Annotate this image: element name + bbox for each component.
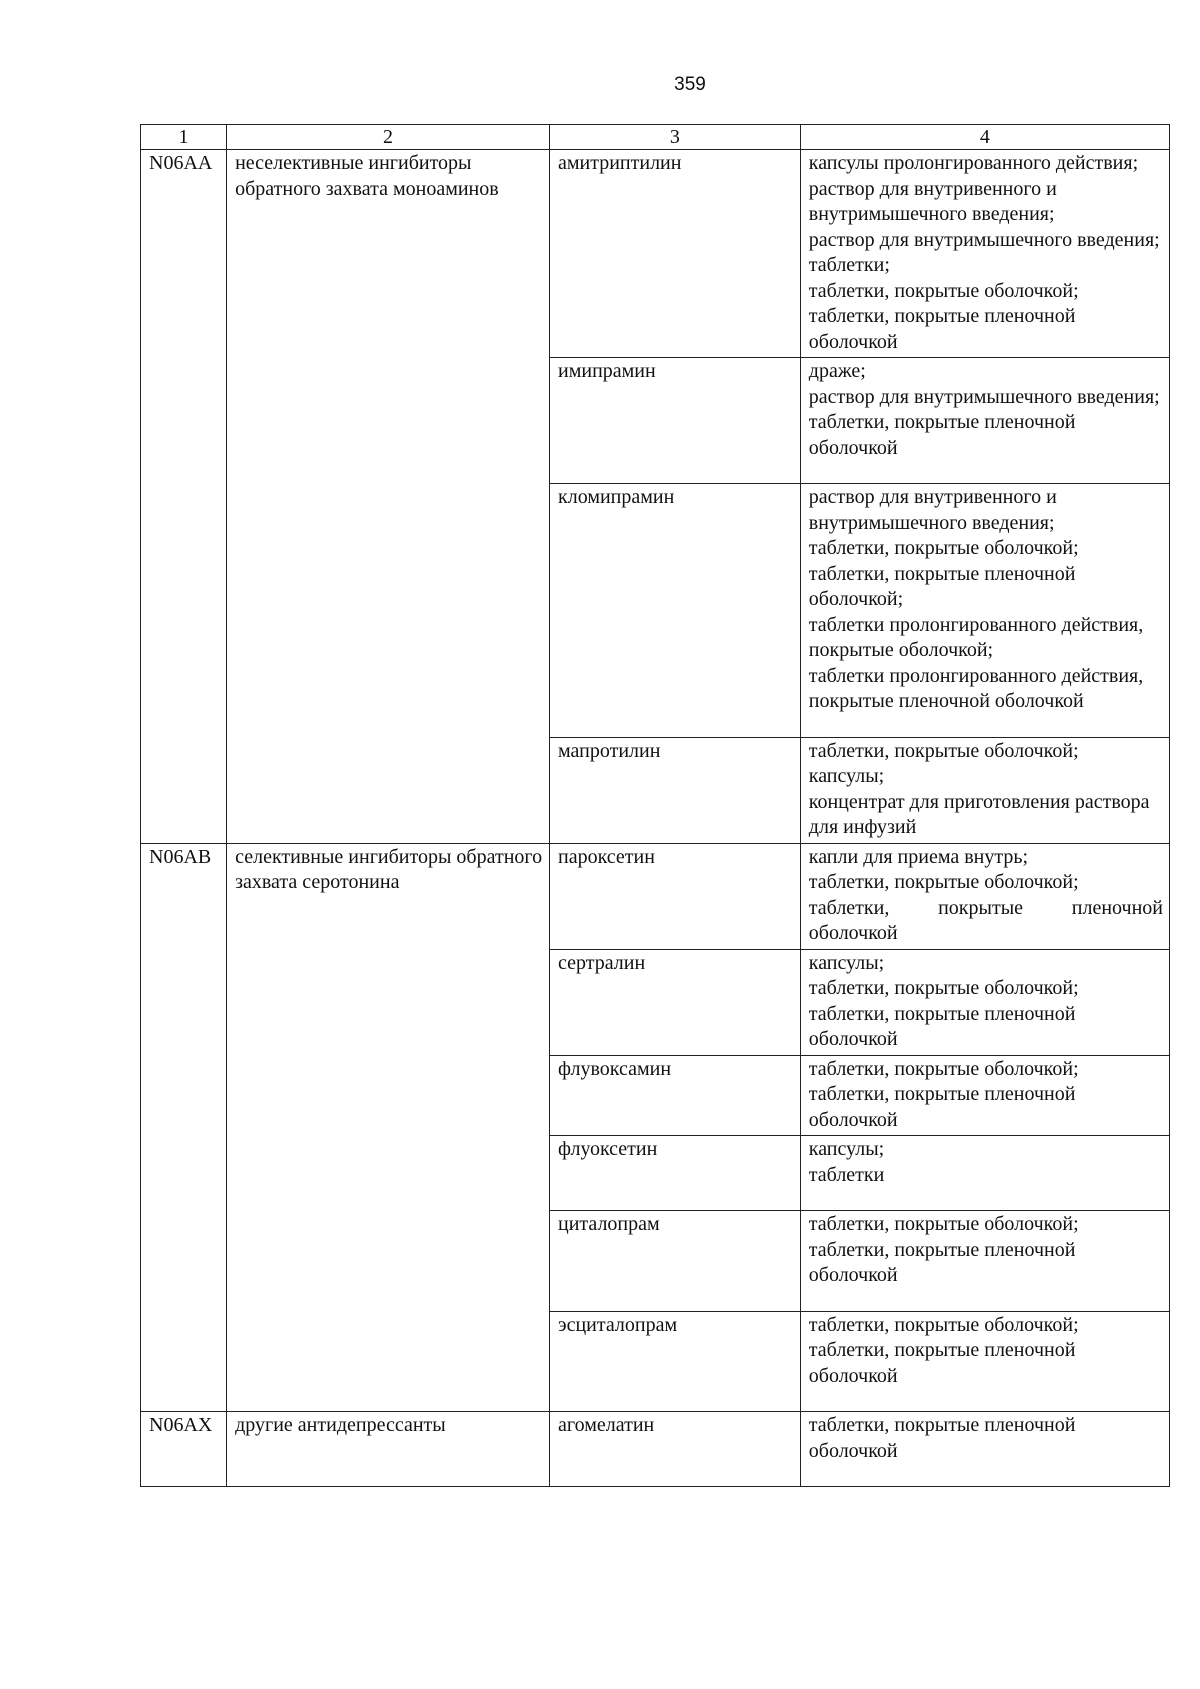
table-header	[141, 125, 1170, 150]
dosage-form: таблетки, покрытые пленочной оболочкой	[808, 1002, 1076, 1050]
medication-table	[140, 124, 1170, 1487]
dosage-form: концентрат для приготовления раствора для инфузий	[808, 790, 1150, 838]
dosage-forms-cell	[800, 1311, 1169, 1412]
dosage-form: таблетки, покрытые оболочкой;	[808, 1057, 1079, 1080]
dosage-form: раствор для внутривенного и внутримышечного введения;	[808, 486, 1057, 534]
dosage-form: таблетки, покрытые пленочной оболочкой	[808, 1414, 1076, 1462]
header-row	[141, 125, 1170, 150]
column-header-4: 4	[800, 125, 1169, 150]
column-header-2: 2	[227, 125, 550, 150]
group-name-cell: селективные ингибиторы обратного захвата серотонина	[227, 843, 550, 1412]
drug-name-cell: амитриптилин	[550, 150, 801, 358]
dosage-form: таблетки, покрытые оболочкой;	[808, 1313, 1079, 1336]
dosage-form: таблетки, покрытые пленочной оболочкой	[808, 1083, 1076, 1131]
table-row	[141, 150, 1170, 358]
drug-name-cell: кломипрамин	[550, 484, 801, 738]
dosage-form: драже;	[808, 360, 866, 382]
atc-code-cell: N06AX	[141, 1412, 227, 1487]
group-name-cell: другие антидепрессанты	[227, 1412, 550, 1487]
dosage-forms-cell	[800, 843, 1169, 949]
drug-name-cell: имипрамин	[550, 358, 801, 484]
dosage-form: капсулы пролонгированного действия;	[808, 152, 1139, 174]
column-header-3: 3	[550, 125, 801, 150]
dosage-forms-cell	[800, 358, 1169, 484]
table-body	[141, 150, 1170, 1487]
drug-name-cell: циталопрам	[550, 1211, 801, 1312]
dosage-form: таблетки, покрытые оболочкой;	[808, 977, 1079, 999]
dosage-forms-cell	[800, 949, 1169, 1055]
drug-name-cell: пароксетин	[550, 843, 801, 949]
dosage-forms-cell	[800, 484, 1169, 738]
dosage-form: таблетки, покрытые пленочной оболочкой	[808, 305, 1076, 353]
drug-name-cell: мапротилин	[550, 737, 801, 843]
atc-code-cell: N06AB	[141, 843, 227, 1412]
dosage-form: оболочкой	[808, 922, 898, 944]
table-row	[141, 1412, 1170, 1487]
dosage-form: таблетки, покрытые оболочкой;	[808, 871, 1079, 893]
dosage-form: таблетки пролонгированного действия, покрытые оболочкой;	[808, 613, 1144, 661]
drug-name-cell: эсциталопрам	[550, 1311, 801, 1412]
drug-name-cell: флуоксетин	[550, 1136, 801, 1211]
dosage-form: таблетки, покрытые оболочкой;	[808, 739, 1079, 762]
drug-name-cell: флувоксамин	[550, 1055, 801, 1136]
dosage-form: таблетки, покрытые пленочной	[808, 896, 1163, 919]
drug-name-cell: агомелатин	[550, 1412, 801, 1487]
page-number: 359	[674, 74, 706, 95]
column-header-1: 1	[141, 125, 227, 150]
atc-code-cell: N06AA	[141, 150, 227, 844]
dosage-form: раствор для внутримышечного введения;	[808, 228, 1160, 251]
dosage-form: капли для приема внутрь;	[808, 845, 1029, 868]
dosage-forms-cell	[800, 1412, 1169, 1487]
dosage-form: таблетки;	[808, 254, 890, 276]
dosage-form: капсулы;	[808, 765, 885, 787]
dosage-form: таблетки пролонгированного действия, покрытые пленочной оболочкой	[808, 664, 1144, 712]
dosage-form: капсулы;	[808, 1138, 885, 1160]
table-row	[141, 843, 1170, 949]
dosage-form: капсулы;	[808, 951, 885, 974]
dosage-forms-cell	[800, 150, 1169, 358]
group-name-cell: неселективные ингибиторы обратного захвата моноаминов	[227, 150, 550, 844]
dosage-form: раствор для внутривенного и внутримышечного введения;	[808, 177, 1057, 225]
dosage-form: таблетки, покрытые пленочной оболочкой	[808, 1238, 1076, 1286]
dosage-forms-cell	[800, 1211, 1169, 1312]
dosage-forms-cell	[800, 737, 1169, 843]
dosage-forms-cell	[800, 1055, 1169, 1136]
dosage-form: таблетки	[808, 1163, 885, 1186]
dosage-form: таблетки, покрытые оболочкой;	[808, 279, 1079, 302]
dosage-form: таблетки, покрытые оболочкой;	[808, 1213, 1079, 1235]
dosage-form: таблетки, покрытые пленочной оболочкой;	[808, 562, 1076, 610]
dosage-form: таблетки, покрытые пленочной оболочкой	[808, 411, 1076, 459]
dosage-form: раствор для внутримышечного введения;	[808, 385, 1160, 408]
dosage-form: таблетки, покрытые оболочкой;	[808, 537, 1079, 559]
drug-name-cell: сертралин	[550, 949, 801, 1055]
dosage-form: таблетки, покрытые пленочной оболочкой	[808, 1339, 1076, 1387]
dosage-forms-cell	[800, 1136, 1169, 1211]
